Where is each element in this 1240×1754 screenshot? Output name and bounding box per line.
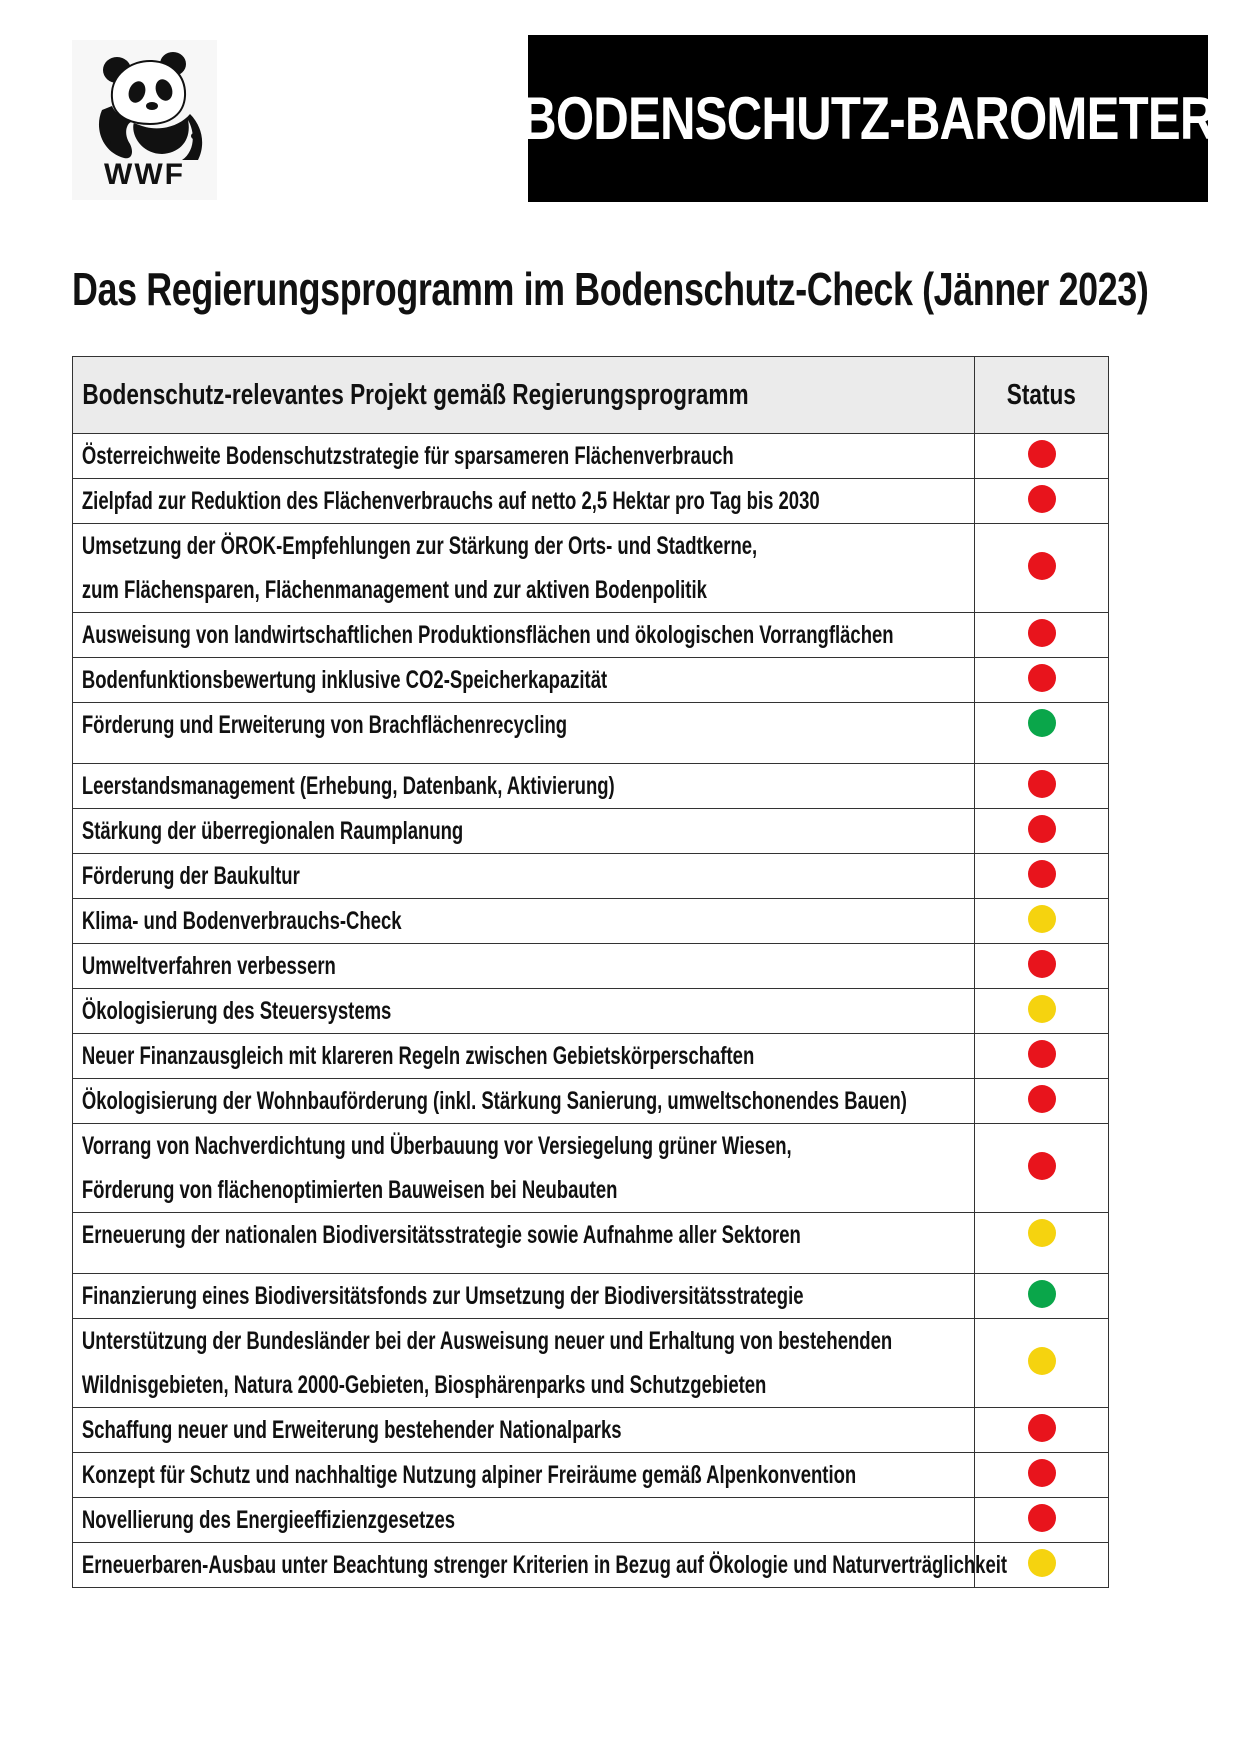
status-cell <box>975 479 1109 524</box>
project-cell <box>73 1213 975 1274</box>
status-red-indicator <box>1028 440 1056 468</box>
project-text: Ausweisung von landwirtschaftlichen Produktionsflächen und ökologischen Vorrangflächen <box>81 621 894 649</box>
status-green-indicator <box>1028 1280 1056 1308</box>
project-text: Förderung von flächenoptimierten Bauweisen bei Neubauten <box>81 1176 618 1204</box>
table-row <box>73 703 1109 764</box>
status-cell <box>975 989 1109 1034</box>
status-red-indicator <box>1028 1504 1056 1532</box>
status-cell <box>975 1453 1109 1498</box>
status-yellow-indicator <box>1028 1219 1056 1247</box>
status-table <box>72 356 1109 1588</box>
table-header-row <box>73 357 1109 434</box>
project-cell <box>73 524 975 613</box>
project-cell <box>73 434 975 479</box>
status-cell <box>975 854 1109 899</box>
project-text: zum Flächensparen, Flächenmanagement und zur aktiven Bodenpolitik <box>81 576 707 604</box>
project-cell <box>73 1079 975 1124</box>
status-red-indicator <box>1028 1040 1056 1068</box>
status-yellow-indicator <box>1028 1549 1056 1577</box>
status-cell <box>975 1124 1109 1213</box>
row-spacer <box>73 747 740 763</box>
table-row <box>73 479 1109 524</box>
table-row <box>73 1274 1109 1319</box>
status-cell <box>975 1079 1109 1124</box>
project-text: Finanzierung eines Biodiversitätsfonds zur Umsetzung der Biodiversitätsstrategie <box>81 1282 804 1310</box>
table-row <box>73 899 1109 944</box>
project-cell <box>73 479 975 524</box>
project-text: Stärkung der überregionalen Raumplanung <box>81 817 464 845</box>
status-cell <box>975 1319 1109 1408</box>
table-row <box>73 1213 1109 1274</box>
status-red-indicator <box>1028 770 1056 798</box>
status-green-indicator <box>1028 709 1056 737</box>
table-row <box>73 809 1109 854</box>
panda-icon <box>72 40 217 165</box>
project-cell <box>73 658 975 703</box>
project-text: Konzept für Schutz und nachhaltige Nutzung alpiner Freiräume gemäß Alpenkonvention <box>81 1461 857 1489</box>
status-red-indicator <box>1028 1085 1056 1113</box>
status-cell <box>975 899 1109 944</box>
status-red-indicator <box>1028 619 1056 647</box>
table-row <box>73 1453 1109 1498</box>
status-red-indicator <box>1028 485 1056 513</box>
table-row <box>73 989 1109 1034</box>
status-red-indicator <box>1028 1459 1056 1487</box>
project-cell <box>73 1543 1008 1588</box>
table-row <box>73 1124 1109 1213</box>
project-text: Erneuerbaren-Ausbau unter Beachtung strenger Kriterien in Bezug auf Ökologie und Naturverträglichkeit <box>81 1551 1008 1579</box>
table-row <box>73 434 1109 479</box>
status-red-indicator <box>1028 815 1056 843</box>
status-red-indicator <box>1028 664 1056 692</box>
table-row <box>73 1408 1109 1453</box>
project-column-header <box>73 357 975 434</box>
project-header-label: Bodenschutz-relevantes Projekt gemäß Regierungsprogramm <box>82 378 749 411</box>
status-red-indicator <box>1028 950 1056 978</box>
table-row <box>73 854 1109 899</box>
table-row <box>73 658 1109 703</box>
status-cell <box>975 1408 1109 1453</box>
table-body <box>73 434 1109 1588</box>
project-cell <box>73 854 975 899</box>
status-cell <box>975 658 1109 703</box>
project-text: Wildnisgebieten, Natura 2000-Gebieten, Biosphärenparks und Schutzgebieten <box>81 1371 767 1399</box>
status-red-indicator <box>1028 860 1056 888</box>
table-row <box>73 1543 1109 1588</box>
status-header-label: Status <box>1006 378 1077 411</box>
header-banner <box>521 35 1215 202</box>
project-text: Umsetzung der ÖROK-Empfehlungen zur Stärkung der Orts- und Stadtkerne, <box>81 532 758 560</box>
status-column-header <box>975 357 1109 434</box>
project-text: Umweltverfahren verbessern <box>81 952 336 980</box>
project-cell <box>73 703 975 764</box>
table-row <box>73 524 1109 613</box>
page-title: Das Regierungsprogramm im Bodenschutz-Check (Jänner 2023) <box>72 263 1149 315</box>
status-cell <box>975 1213 1109 1274</box>
status-cell <box>975 944 1109 989</box>
status-yellow-indicator <box>1028 905 1056 933</box>
project-text: Novellierung des Energieeffizienzgesetzes <box>81 1506 456 1534</box>
project-text: Förderung und Erweiterung von Brachflächenrecycling <box>81 711 568 739</box>
banner-title: BODENSCHUTZ-BAROMETER <box>521 85 1215 152</box>
row-spacer <box>73 1257 740 1273</box>
project-text: Erneuerung der nationalen Biodiversitätsstrategie sowie Aufnahme aller Sektoren <box>81 1221 801 1249</box>
status-cell <box>975 703 1109 764</box>
project-cell <box>73 809 975 854</box>
project-text: Neuer Finanzausgleich mit klareren Regeln zwischen Gebietskörperschaften <box>81 1042 755 1070</box>
project-text: Vorrang von Nachverdichtung und Überbauung vor Versiegelung grüner Wiesen, <box>81 1132 792 1160</box>
project-cell <box>73 1034 975 1079</box>
project-cell <box>73 1453 975 1498</box>
status-cell <box>975 434 1109 479</box>
project-text: Ökologisierung der Wohnbauförderung (inkl. Stärkung Sanierung, umweltschonendes Bauen) <box>81 1087 907 1115</box>
status-red-indicator <box>1028 1152 1056 1180</box>
project-text: Österreichweite Bodenschutzstrategie für sparsameren Flächenverbrauch <box>81 442 734 470</box>
status-cell <box>975 809 1109 854</box>
table-row <box>73 1034 1109 1079</box>
table-row <box>73 1319 1109 1408</box>
table-row <box>73 764 1109 809</box>
project-text: Zielpfad zur Reduktion des Flächenverbrauchs auf netto 2,5 Hektar pro Tag bis 2030 <box>81 487 820 515</box>
project-cell <box>73 1274 975 1319</box>
project-text: Schaffung neuer und Erweiterung bestehender Nationalparks <box>81 1416 622 1444</box>
project-cell <box>73 1498 975 1543</box>
project-cell <box>73 944 975 989</box>
project-cell <box>73 899 975 944</box>
status-cell <box>975 1498 1109 1543</box>
status-red-indicator <box>1028 552 1056 580</box>
status-cell <box>975 1274 1109 1319</box>
status-cell <box>975 613 1109 658</box>
project-cell <box>73 1124 975 1213</box>
project-cell <box>73 989 975 1034</box>
status-cell <box>975 524 1109 613</box>
project-text: Unterstützung der Bundesländer bei der Ausweisung neuer und Erhaltung von bestehenden <box>81 1327 893 1355</box>
status-yellow-indicator <box>1028 995 1056 1023</box>
project-text: Ökologisierung des Steuersystems <box>81 997 392 1025</box>
project-text: Förderung der Baukultur <box>81 862 300 890</box>
status-red-indicator <box>1028 1414 1056 1442</box>
status-yellow-indicator <box>1028 1347 1056 1375</box>
project-cell <box>73 1319 975 1408</box>
logo-text: WWF <box>104 158 185 191</box>
project-text: Bodenfunktionsbewertung inklusive CO2-Speicherkapazität <box>81 666 608 694</box>
table-row <box>73 1498 1109 1543</box>
project-cell <box>73 1408 975 1453</box>
project-cell <box>73 613 975 658</box>
table-row <box>73 1079 1109 1124</box>
table-row <box>73 944 1109 989</box>
wwf-logo <box>72 40 217 200</box>
project-cell <box>73 764 975 809</box>
project-text: Klima- und Bodenverbrauchs-Check <box>81 907 402 935</box>
status-cell <box>975 764 1109 809</box>
table-row <box>73 613 1109 658</box>
status-cell <box>975 1034 1109 1079</box>
project-text: Leerstandsmanagement (Erhebung, Datenbank, Aktivierung) <box>81 772 615 800</box>
